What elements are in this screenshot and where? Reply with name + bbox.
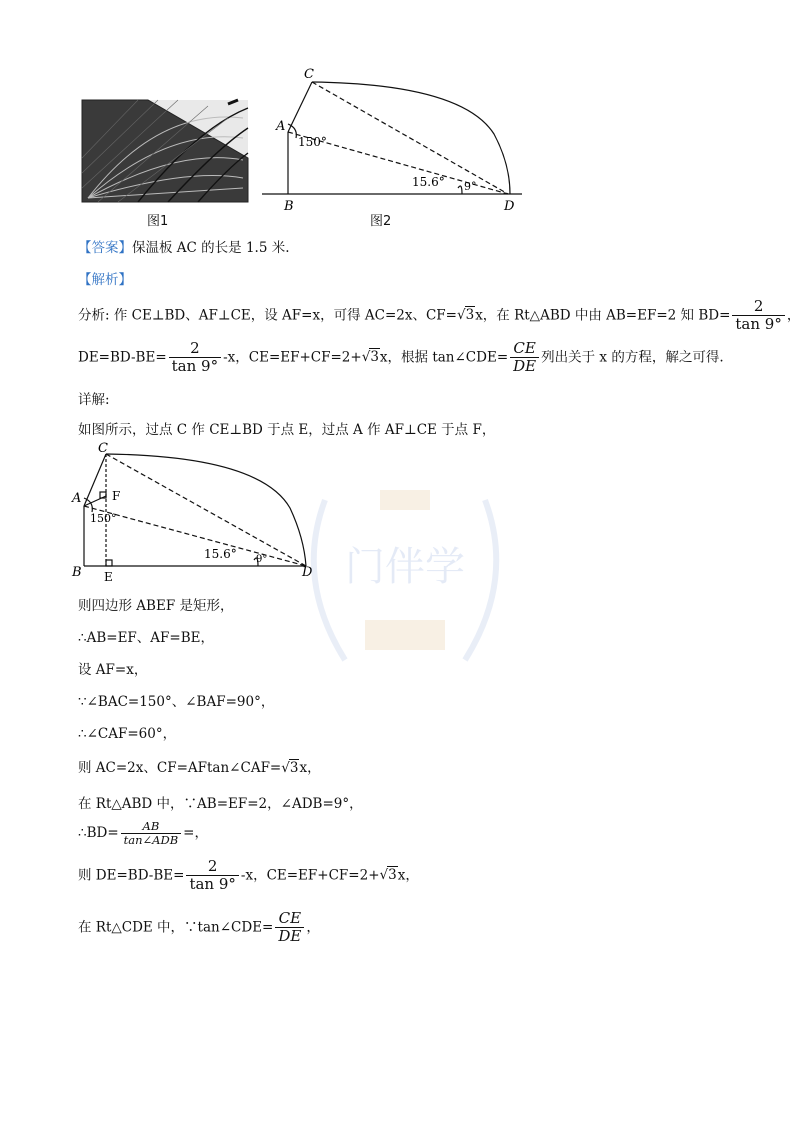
fraction-2-over-tan9: $\frac{2}{\tan 9^\circ}$ — [732, 298, 784, 334]
answer-tag: 【答案】 — [78, 240, 132, 256]
label-A: A — [72, 491, 82, 506]
detail-line-9: 则 AC=2x、CF=AFtan∠CAF=√3x， — [78, 760, 321, 776]
svg-text:门伴学: 门伴学 — [345, 544, 465, 590]
sqrt-3: √3 — [361, 349, 379, 366]
label-E: E — [104, 570, 113, 584]
angle-15-6-label: 15.6° — [412, 175, 445, 189]
detail-line-3: 如图所示，过点 C 作 CE⊥BD 于点 E，过点 A 作 AF⊥CE 于点 F， — [78, 422, 496, 438]
fraction-CE-over-DE: $\frac{CE}{DE}$ — [275, 910, 304, 946]
answer-line — [78, 236, 290, 256]
watermark-logo — [285, 440, 525, 700]
figure-1-photo — [78, 98, 250, 204]
label-C: C — [304, 67, 314, 82]
detail-line-8: ∴∠CAF=60°， — [78, 726, 177, 742]
fraction-CE-over-DE: $\frac{CE}{DE}$ — [510, 340, 539, 376]
figure-3-diagram — [70, 438, 320, 588]
detail-heading: 详解: — [78, 392, 110, 408]
angle-9-label: 9° — [256, 554, 268, 565]
detail-line-12: 则 DE=BD-BE= $\frac{2}{\tan 9^\circ}$ -x，CE=EF+CF=2+√3x， — [78, 857, 419, 894]
label-D: D — [504, 199, 515, 214]
figure-2-diagram — [262, 64, 532, 214]
figure-2-caption: 图2 — [370, 214, 392, 229]
answer-text: 保温板 AC 的长是 1.5 米. — [132, 240, 290, 256]
angle-15-6-label: 15.6° — [204, 547, 237, 561]
detail-line-13: 在 Rt△CDE 中，∵tan∠CDE= $\frac{CE}{DE}$ ， — [78, 909, 320, 946]
detail-line-6: 设 AF=x， — [78, 662, 148, 678]
detail-line-11: ∴BD= $\frac{AB}{\text{tan∠ADB}}$ =， — [78, 819, 208, 848]
label-A: A — [276, 119, 286, 134]
analysis-line-1: 分析: 作 CE⊥BD、AF⊥CE，设 AF=x，可得 AC=2x、CF=√3x，在 Rt△ABD 中由 AB=EF=2 知 BD= $\frac{2}{\tan 9^\circ}$ ， — [78, 297, 800, 334]
sqrt-3: √3 — [281, 760, 299, 776]
detail-line-5: ∴AB=EF、AF=BE， — [78, 630, 214, 646]
label-F: F — [112, 489, 121, 503]
figure-1-caption: 图1 — [147, 214, 169, 229]
label-B: B — [72, 565, 82, 580]
label-C: C — [98, 441, 108, 456]
angle-150-label: 150° — [298, 135, 327, 149]
label-B: B — [284, 199, 294, 214]
fraction-2-over-tan9: $\frac{2}{\tan 9^\circ}$ — [186, 858, 238, 894]
sqrt-3: √3 — [456, 307, 475, 324]
fraction-AB-over-tanADB: $\frac{AB}{\text{tan∠ADB}}$ — [121, 820, 182, 847]
detail-line-10: 在 Rt△ABD 中，∵AB=EF=2，∠ADB=9°， — [78, 796, 363, 812]
fraction-2-over-tan9: $\frac{2}{\tan 9^\circ}$ — [169, 340, 221, 376]
sqrt-3: √3 — [379, 867, 397, 884]
analysis-tag: 【解析】 — [78, 272, 132, 288]
angle-9-label: 9° — [464, 180, 477, 193]
angle-150-label: 150° — [90, 512, 117, 525]
detail-line-4: 则四边形 ABEF 是矩形， — [78, 598, 234, 614]
detail-line-7: ∵∠BAC=150°、∠BAF=90°， — [78, 694, 275, 710]
label-D: D — [302, 565, 313, 580]
analysis-line-2: DE=BD-BE= $\frac{2}{\tan 9^\circ}$ -x，CE=EF+CF=2+√3x，根据 tan∠CDE= $\frac{CE}{DE}$ 列出关于 x 的方程，解之可得. — [78, 339, 724, 376]
